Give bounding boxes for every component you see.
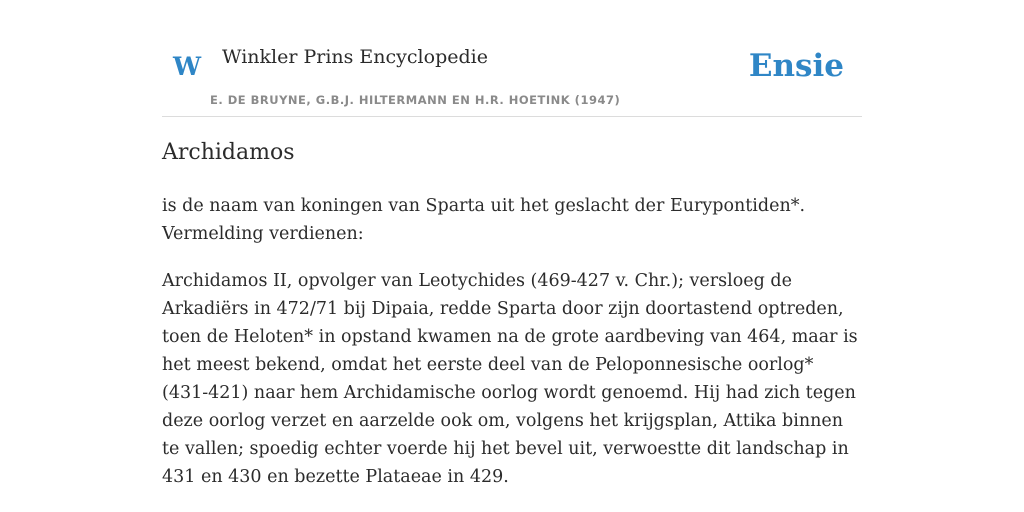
ensie-logo-link[interactable]: Ensie — [748, 48, 844, 84]
header — [162, 0, 862, 117]
entry-paragraph-intro: is de naam van koningen van Sparta uit het geslacht der Eurypontiden*. Vermelding verdienen: — [162, 196, 806, 244]
entry-paragraph-body: Archidamos II, opvolger van Leotychides (469-427 v. Chr.); versloeg de Arkadiërs in 472/71 bij Dipaia, redde Sparta door zijn doortastend optreden, toen de Heloten* in opstand kwamen na de grote aardbeving van 464, maar is het meest bekend, omdat het eerste deel van de Peloponnesische oorlog* (431-421) naar hem Archidamische oorlog wordt genoemd. Hij had zich tegen deze oorlog verzet en aarzelde ook om, volgens het krijgsplan, Attika binnen te vallen; spoedig echter voerde hij het bevel uit, verwoestte dit landschap in 431 en 430 en bezette Plataeae in 429. — [162, 271, 858, 487]
book-title[interactable]: Winkler Prins Encyclopedie — [222, 46, 488, 68]
page — [162, 0, 862, 487]
book-authors: E. DE BRUYNE, G.B.J. HILTERMANN EN H.R. HOETINK (1947) — [210, 93, 621, 107]
entry-title: Archidamos — [162, 140, 295, 165]
encyclopedia-logo[interactable]: W — [173, 52, 202, 81]
